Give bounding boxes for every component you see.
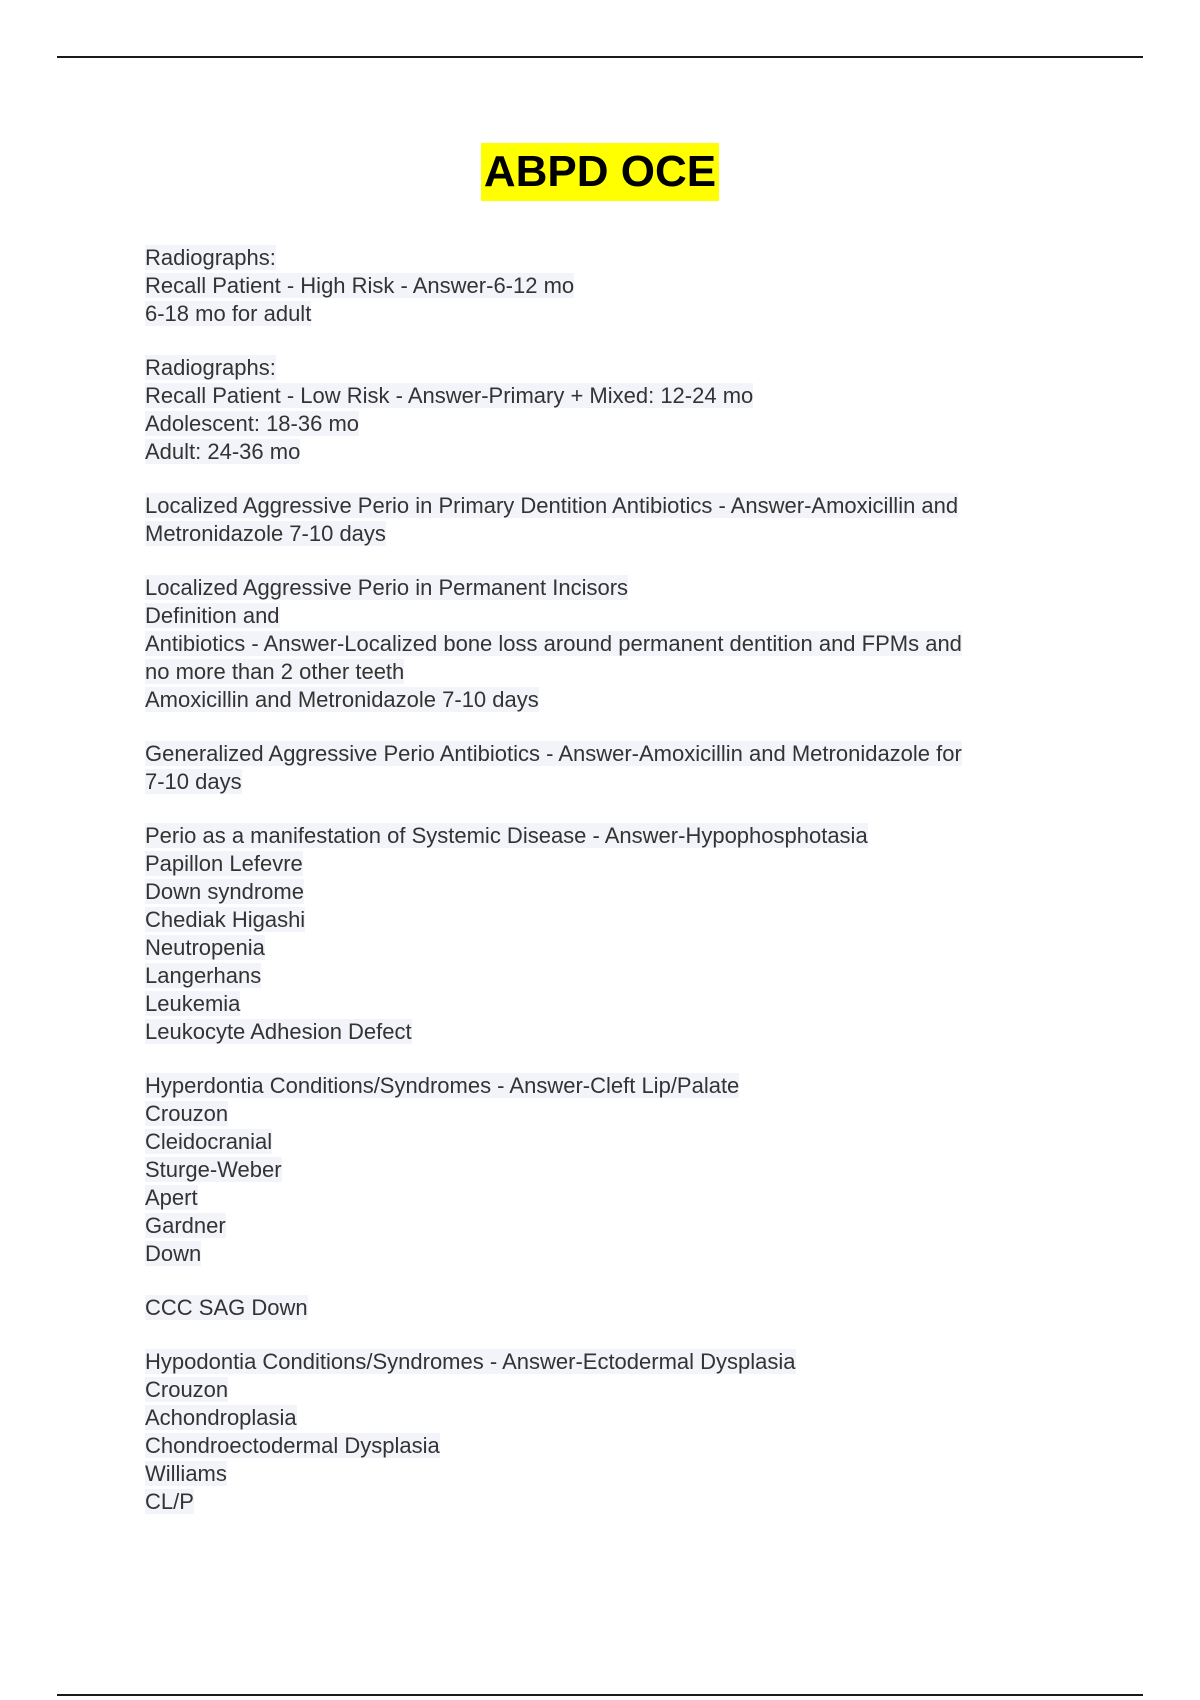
bottom-rule [57, 1694, 1143, 1696]
text-line [145, 934, 1075, 962]
text-line-content: Leukocyte Adhesion Defect [145, 1019, 412, 1044]
text-line [145, 1460, 1075, 1488]
text-line [145, 658, 1075, 686]
text-line-content: Amoxicillin and Metronidazole 7-10 days [145, 687, 539, 712]
text-line [145, 602, 1075, 630]
text-line [145, 272, 1075, 300]
text-line [145, 410, 1075, 438]
text-line [145, 962, 1075, 990]
text-line [145, 906, 1075, 934]
text-line [145, 822, 1075, 850]
text-line-content: Apert [145, 1185, 198, 1210]
text-line-content: Metronidazole 7-10 days [145, 521, 386, 546]
text-line [145, 1184, 1075, 1212]
qa-block [145, 574, 1075, 714]
text-line-content: Hypodontia Conditions/Syndromes - Answer-Ectodermal Dysplasia [145, 1349, 796, 1374]
text-line [145, 1018, 1075, 1046]
text-line [145, 1404, 1075, 1432]
text-line-content: Recall Patient - Low Risk - Answer-Primary + Mixed: 12-24 mo [145, 383, 754, 408]
text-line-content: Localized Aggressive Perio in Permanent Incisors [145, 575, 629, 600]
qa-block [145, 822, 1075, 1046]
text-line-content: 7-10 days [145, 769, 242, 794]
qa-block [145, 492, 1075, 548]
text-line-content: no more than 2 other teeth [145, 659, 405, 684]
qa-block [145, 1072, 1075, 1268]
text-line-content: Sturge-Weber [145, 1157, 282, 1182]
document-body [145, 244, 1075, 1542]
text-line [145, 850, 1075, 878]
title-container [0, 143, 1200, 201]
qa-block [145, 354, 1075, 466]
text-line-content: Chondroectodermal Dysplasia [145, 1433, 440, 1458]
text-line [145, 1348, 1075, 1376]
text-line [145, 1156, 1075, 1184]
text-line [145, 1376, 1075, 1404]
text-line-content: Adult: 24-36 mo [145, 439, 301, 464]
text-line-content: Down syndrome [145, 879, 304, 904]
text-line [145, 1072, 1075, 1100]
text-line-content: Adolescent: 18-36 mo [145, 411, 360, 436]
text-line [145, 520, 1075, 548]
text-line-content: Localized Aggressive Perio in Primary Dentition Antibiotics - Answer-Amoxicillin and [145, 493, 959, 518]
text-line [145, 1432, 1075, 1460]
text-line [145, 244, 1075, 272]
text-line-content: Papillon Lefevre [145, 851, 303, 876]
text-line-content: Williams [145, 1461, 227, 1486]
document-title: ABPD OCE [481, 143, 719, 201]
text-line [145, 382, 1075, 410]
text-line-content: Down [145, 1241, 202, 1266]
text-line [145, 630, 1075, 658]
qa-block [145, 740, 1075, 796]
text-line-content: CCC SAG Down [145, 1295, 308, 1320]
text-line-content: Crouzon [145, 1101, 229, 1126]
text-line-content: Hyperdontia Conditions/Syndromes - Answer-Cleft Lip/Palate [145, 1073, 740, 1098]
text-line-content: Achondroplasia [145, 1405, 297, 1430]
text-line [145, 878, 1075, 906]
text-line [145, 1212, 1075, 1240]
qa-block [145, 1294, 1075, 1322]
text-line-content: 6-18 mo for adult [145, 301, 312, 326]
text-line-content: Chediak Higashi [145, 907, 306, 932]
text-line-content: Radiographs: [145, 245, 276, 270]
text-line-content: Neutropenia [145, 935, 265, 960]
text-line-content: Perio as a manifestation of Systemic Disease - Answer-Hypophosphotasia [145, 823, 868, 848]
qa-block [145, 1348, 1075, 1516]
text-line-content: Radiographs: [145, 355, 276, 380]
text-line-content: Langerhans [145, 963, 262, 988]
text-line [145, 1100, 1075, 1128]
text-line-content: Definition and [145, 603, 280, 628]
top-rule [57, 56, 1143, 58]
text-line [145, 768, 1075, 796]
text-line [145, 492, 1075, 520]
text-line-content: Crouzon [145, 1377, 229, 1402]
text-line-content: Gardner [145, 1213, 226, 1238]
text-line [145, 1488, 1075, 1516]
text-line [145, 1294, 1075, 1322]
text-line-content: Antibiotics - Answer-Localized bone loss around permanent dentition and FPMs and [145, 631, 962, 656]
text-line-content: Generalized Aggressive Perio Antibiotics - Answer-Amoxicillin and Metronidazole for [145, 741, 962, 766]
text-line-content: CL/P [145, 1489, 194, 1514]
text-line [145, 438, 1075, 466]
text-line-content: Recall Patient - High Risk - Answer-6-12 mo [145, 273, 575, 298]
text-line [145, 1240, 1075, 1268]
text-line [145, 1128, 1075, 1156]
text-line-content: Cleidocranial [145, 1129, 273, 1154]
text-line [145, 990, 1075, 1018]
text-line [145, 740, 1075, 768]
text-line [145, 686, 1075, 714]
text-line [145, 574, 1075, 602]
text-line [145, 300, 1075, 328]
qa-block [145, 244, 1075, 328]
text-line [145, 354, 1075, 382]
text-line-content: Leukemia [145, 991, 241, 1016]
